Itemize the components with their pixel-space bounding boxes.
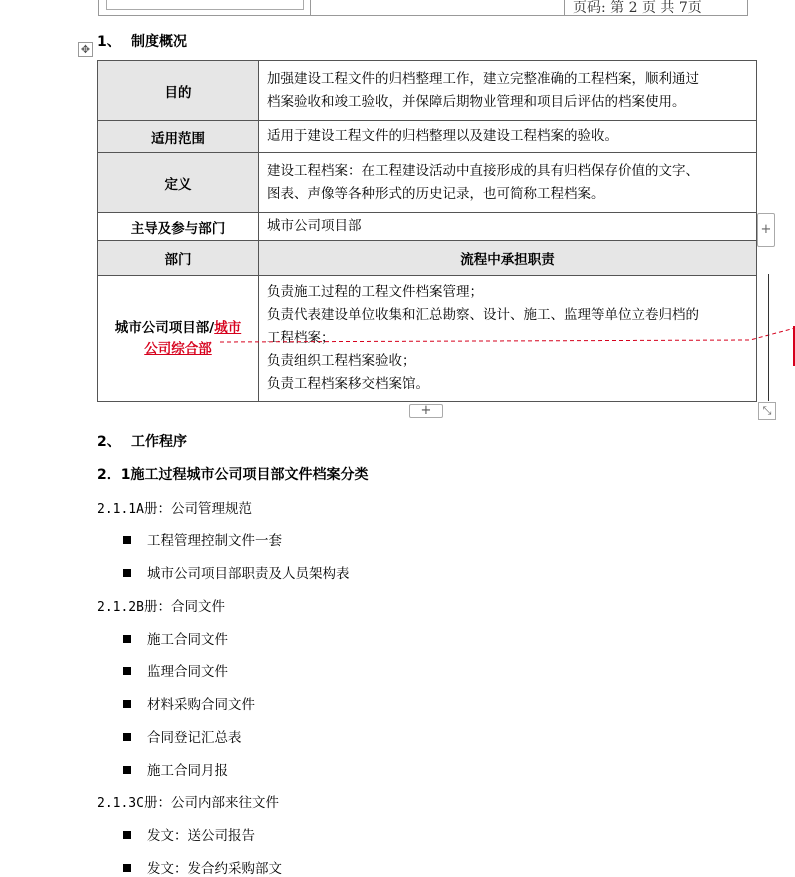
list-item-text: 发文：送公司报告 xyxy=(147,828,255,844)
track-change-connector xyxy=(220,328,795,348)
subsection-heading: 2．1施工过程城市公司项目部文件档案分类 xyxy=(97,467,369,483)
add-column-button[interactable]: + xyxy=(757,213,775,247)
section-heading xyxy=(97,431,187,451)
volume-number: 2.1.2B xyxy=(97,600,144,615)
bullet-icon xyxy=(123,733,131,741)
bullet-icon xyxy=(123,536,131,544)
list-item xyxy=(123,726,242,746)
volume-heading xyxy=(97,595,225,615)
volume-title: 册：合同文件 xyxy=(143,599,225,615)
row-label: 定义 xyxy=(98,153,259,213)
volume-heading xyxy=(97,791,279,811)
volume-number: 2.1.1A xyxy=(97,502,144,517)
list-item xyxy=(123,529,282,549)
row-value[interactable] xyxy=(259,61,757,121)
volume-number: 2.1.3C xyxy=(97,796,144,811)
section-heading xyxy=(97,31,187,51)
header-logo-frame xyxy=(106,0,304,10)
table-header-row xyxy=(98,241,757,276)
table-row xyxy=(98,121,757,153)
row-value[interactable] xyxy=(259,121,757,153)
duty-header: 流程中承担职责 xyxy=(259,241,757,276)
add-row-button[interactable]: + xyxy=(409,404,443,418)
section-number: 1、 xyxy=(97,34,121,50)
list-item-text: 合同登记汇总表 xyxy=(147,730,242,746)
table-row xyxy=(98,61,757,121)
bullet-icon xyxy=(123,569,131,577)
bullet-icon xyxy=(123,667,131,675)
value-line: 建设工程档案：在工程建设活动中直接形成的具有归档保存价值的文字、 xyxy=(267,162,699,179)
list-item-text: 工程管理控制文件一套 xyxy=(147,533,282,549)
tracked-insertion[interactable]: 城市 xyxy=(214,319,242,336)
list-item-text: 材料采购合同文件 xyxy=(147,697,255,713)
volume-heading xyxy=(97,497,252,517)
row-value[interactable] xyxy=(259,213,757,241)
duty-line: 负责组织工程档案验收； xyxy=(267,353,416,369)
list-item xyxy=(123,628,228,648)
dept-name: 城市公司项目部/ xyxy=(114,319,215,336)
section-title: 制度概况 xyxy=(131,34,187,50)
tracked-insertion[interactable]: 公司综合部 xyxy=(144,340,212,357)
duty-line: 负责代表建设单位收集和汇总勘察、设计、施工、监理等单位立卷归档的 xyxy=(267,307,699,323)
value-line: 档案验收和竣工验收，并保障后期物业管理和项目后评估的档案使用。 xyxy=(267,93,686,110)
bullet-icon xyxy=(123,700,131,708)
duty-line: 负责工程档案移交档案馆。 xyxy=(267,376,429,392)
list-item-text: 城市公司项目部职责及人员架构表 xyxy=(147,566,350,582)
list-item-text: 施工合同月报 xyxy=(147,763,228,779)
value-line: 图表、声像等各种形式的历史记录，也可简称工程档案。 xyxy=(267,185,605,202)
list-item xyxy=(123,693,255,713)
table-resize-icon[interactable]: ⤡ xyxy=(758,402,776,420)
policy-table xyxy=(97,60,757,402)
value-line: 加强建设工程文件的归档整理工作，建立完整准确的工程档案，顺利通过 xyxy=(267,70,699,87)
list-item xyxy=(123,824,255,844)
volume-title: 册：公司内部来往文件 xyxy=(143,795,279,811)
bullet-icon xyxy=(123,864,131,872)
list-item xyxy=(123,759,228,779)
list-item xyxy=(123,857,282,877)
duty-line: 工程档案； xyxy=(267,330,335,346)
column-insert-guide xyxy=(768,274,769,401)
list-item-text: 施工合同文件 xyxy=(147,632,228,648)
list-item-text: 监理合同文件 xyxy=(147,664,228,680)
bullet-icon xyxy=(123,831,131,839)
page-info: 页码: 第 2 页 共 7页 xyxy=(573,0,702,16)
list-item xyxy=(123,562,350,582)
bullet-icon xyxy=(123,635,131,643)
row-value[interactable] xyxy=(259,153,757,213)
row-label: 主导及参与部门 xyxy=(98,213,259,241)
header-divider xyxy=(564,0,565,16)
volume-title: 册：公司管理规范 xyxy=(143,501,252,517)
section-title: 工作程序 xyxy=(131,434,187,450)
row-label: 目的 xyxy=(98,61,259,121)
table-row xyxy=(98,153,757,213)
dept-header: 部门 xyxy=(98,241,259,276)
section-number: 2、 xyxy=(97,434,121,450)
table-row xyxy=(98,213,757,241)
table-move-handle-icon[interactable]: ✥ xyxy=(78,42,93,57)
value-line: 城市公司项目部 xyxy=(267,218,362,234)
row-label: 适用范围 xyxy=(98,121,259,153)
header-divider xyxy=(310,0,311,16)
bullet-icon xyxy=(123,766,131,774)
list-item-text: 发文：发合约采购部文 xyxy=(147,861,282,877)
duty-line: 负责施工过程的工程文件档案管理； xyxy=(267,284,483,300)
value-line: 适用于建设工程文件的归档整理以及建设工程档案的验收。 xyxy=(267,128,618,144)
list-item xyxy=(123,660,228,680)
